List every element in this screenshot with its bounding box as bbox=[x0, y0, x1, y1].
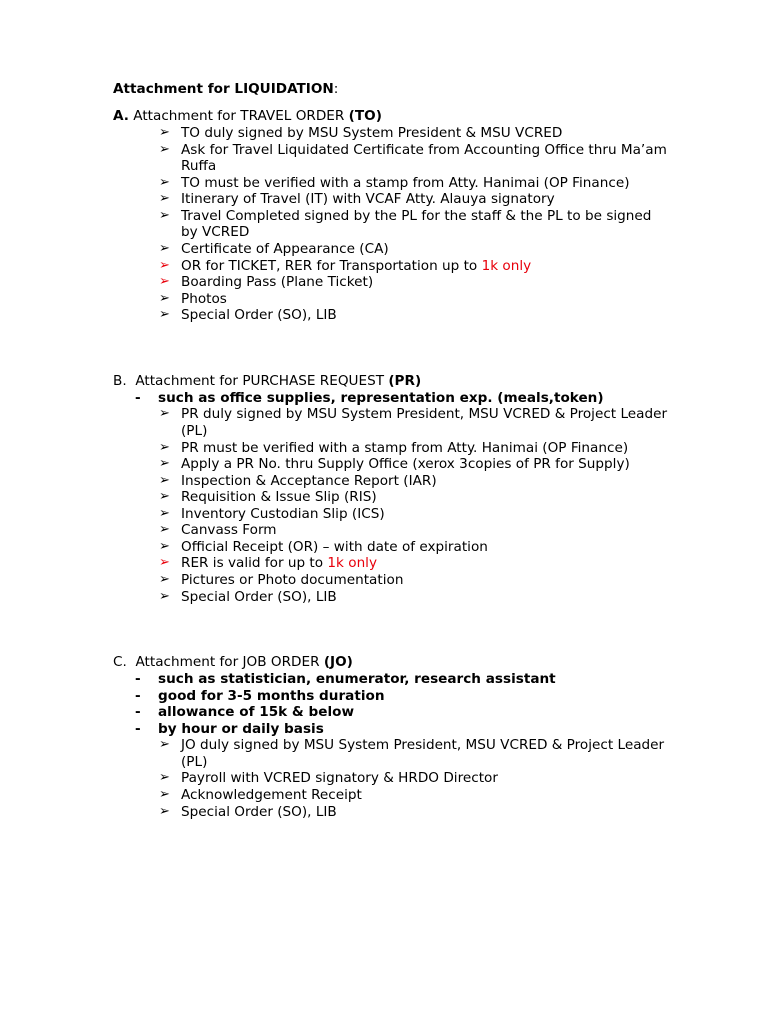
bullet-arrow-icon: ➢ bbox=[159, 489, 170, 504]
list-item: Photos bbox=[181, 291, 227, 307]
list-item-continuation: (PL) bbox=[181, 423, 208, 439]
section-c-title: Attachment for JOB ORDER bbox=[135, 654, 324, 670]
list-item: Inspection & Acceptance Report (IAR) bbox=[181, 473, 437, 489]
dash-bullet: - bbox=[135, 721, 141, 737]
bullet-arrow-icon: ➢ bbox=[159, 406, 170, 421]
list-item-continuation: Ruffa bbox=[181, 158, 217, 174]
section-c-letter: C. bbox=[113, 654, 127, 670]
list-item bbox=[181, 258, 531, 275]
list-item: Special Order (SO), LIB bbox=[181, 307, 337, 323]
list-item-continuation: (PL) bbox=[181, 754, 208, 770]
bullet-arrow-icon: ➢ bbox=[159, 522, 170, 537]
list-item: Official Receipt (OR) – with date of expiration bbox=[181, 539, 488, 555]
list-item: Inventory Custodian Slip (ICS) bbox=[181, 506, 385, 522]
highlight-text: 1k only bbox=[481, 258, 532, 274]
bullet-arrow-icon: ➢ bbox=[159, 572, 170, 587]
list-item: TO must be verified with a stamp from Atty. Hanimai (OP Finance) bbox=[181, 175, 630, 191]
bullet-arrow-icon: ➢ bbox=[159, 787, 170, 802]
list-item: PR duly signed by MSU System President, MSU VCRED & Project Leader bbox=[181, 406, 668, 422]
list-item-text: RER is valid for up to bbox=[181, 555, 328, 571]
list-item: Requisition & Issue Slip (RIS) bbox=[181, 489, 377, 505]
dash-bullet: - bbox=[135, 390, 141, 406]
section-b-title: Attachment for PURCHASE REQUEST bbox=[135, 373, 389, 389]
bullet-arrow-icon: ➢ bbox=[159, 589, 170, 604]
document-title bbox=[113, 81, 338, 98]
bullet-arrow-icon: ➢ bbox=[159, 737, 170, 752]
list-item: JO duly signed by MSU System President, MSU VCRED & Project Leader bbox=[181, 737, 665, 753]
list-item: PR must be verified with a stamp from Atty. Hanimai (OP Finance) bbox=[181, 440, 629, 456]
section-a-title: Attachment for TRAVEL ORDER bbox=[133, 108, 349, 124]
bullet-arrow-icon: ➢ bbox=[159, 804, 170, 819]
bullet-arrow-icon: ➢ bbox=[159, 291, 170, 306]
section-c-heading bbox=[113, 654, 353, 671]
list-item-text: OR for TICKET, RER for Transportation up to bbox=[181, 258, 482, 274]
section-b-heading bbox=[113, 373, 421, 390]
list-item: Certificate of Appearance (CA) bbox=[181, 241, 389, 257]
note-item: such as office supplies, representation exp. (meals,token) bbox=[158, 390, 604, 406]
bullet-arrow-icon: ➢ bbox=[159, 307, 170, 322]
note-item: such as statistician, enumerator, research assistant bbox=[158, 671, 556, 687]
bullet-arrow-icon: ➢ bbox=[159, 125, 170, 140]
highlight-text: 1k only bbox=[327, 555, 378, 571]
list-item: Special Order (SO), LIB bbox=[181, 804, 337, 820]
note-item: allowance of 15k & below bbox=[158, 704, 355, 720]
section-b-letter: B. bbox=[113, 373, 127, 389]
title-text: Attachment for LIQUIDATION bbox=[113, 81, 334, 97]
red-bullet-arrow-icon: ➢ bbox=[159, 258, 170, 273]
list-item: Special Order (SO), LIB bbox=[181, 589, 337, 605]
dash-bullet: - bbox=[135, 688, 141, 704]
list-item: Canvass Form bbox=[181, 522, 277, 538]
section-c-code: (JO) bbox=[323, 654, 353, 670]
note-item: good for 3-5 months duration bbox=[158, 688, 385, 704]
red-bullet-arrow-icon: ➢ bbox=[159, 555, 170, 570]
list-item-continuation: by VCRED bbox=[181, 224, 250, 240]
list-item: Apply a PR No. thru Supply Office (xerox 3copies of PR for Supply) bbox=[181, 456, 630, 472]
bullet-arrow-icon: ➢ bbox=[159, 473, 170, 488]
list-item: Ask for Travel Liquidated Certificate from Accounting Office thru Ma’am bbox=[181, 142, 667, 158]
bullet-arrow-icon: ➢ bbox=[159, 539, 170, 554]
section-a-code: (TO) bbox=[348, 108, 382, 124]
bullet-arrow-icon: ➢ bbox=[159, 770, 170, 785]
list-item bbox=[181, 555, 377, 572]
section-b-code: (PR) bbox=[388, 373, 422, 389]
list-item: TO duly signed by MSU System President & MSU VCRED bbox=[181, 125, 563, 141]
bullet-arrow-icon: ➢ bbox=[159, 142, 170, 157]
bullet-arrow-icon: ➢ bbox=[159, 208, 170, 223]
dash-bullet: - bbox=[135, 704, 141, 720]
red-bullet-arrow-icon: ➢ bbox=[159, 274, 170, 289]
list-item: Payroll with VCRED signatory & HRDO Director bbox=[181, 770, 498, 786]
list-item: Acknowledgement Receipt bbox=[181, 787, 362, 803]
bullet-arrow-icon: ➢ bbox=[159, 456, 170, 471]
bullet-arrow-icon: ➢ bbox=[159, 191, 170, 206]
list-item: Pictures or Photo documentation bbox=[181, 572, 404, 588]
list-item: Itinerary of Travel (IT) with VCAF Atty. Alauya signatory bbox=[181, 191, 555, 207]
title-colon: : bbox=[333, 81, 339, 97]
section-a-heading bbox=[113, 108, 382, 125]
list-item: Travel Completed signed by the PL for the staff & the PL to be signed bbox=[181, 208, 652, 224]
section-a-letter: A. bbox=[113, 108, 129, 124]
bullet-arrow-icon: ➢ bbox=[159, 175, 170, 190]
note-item: by hour or daily basis bbox=[158, 721, 324, 737]
bullet-arrow-icon: ➢ bbox=[159, 440, 170, 455]
dash-bullet: - bbox=[135, 671, 141, 687]
bullet-arrow-icon: ➢ bbox=[159, 506, 170, 521]
bullet-arrow-icon: ➢ bbox=[159, 241, 170, 256]
list-item: Boarding Pass (Plane Ticket) bbox=[181, 274, 374, 290]
